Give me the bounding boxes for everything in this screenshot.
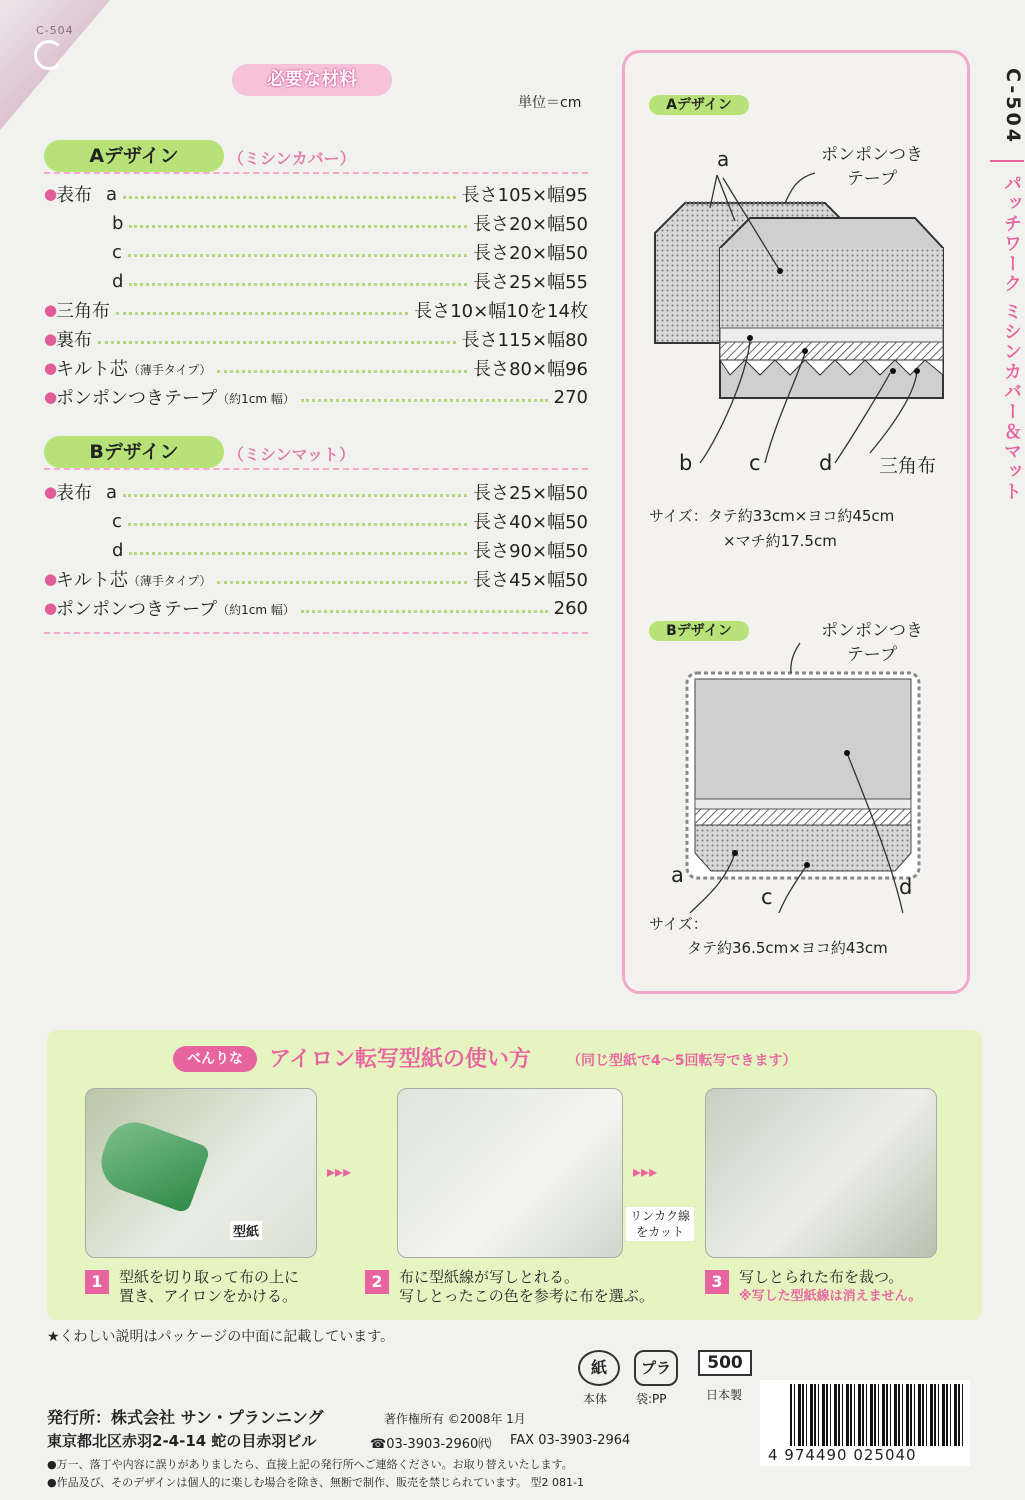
- diagram-a-size: サイズ：タテ約33cm×ヨコ約45cm: [649, 507, 895, 525]
- diagram-b-label: Bデザイン: [649, 621, 749, 641]
- footnote: ★くわしい説明はパッケージの中面に記載しています。: [47, 1329, 395, 1345]
- diagram-a-label: Aデザイン: [649, 95, 749, 115]
- plastic-recycle-label: 袋:PP: [636, 1392, 667, 1406]
- material-row: ● キルト芯 （薄手タイプ） 長さ45×幅50: [44, 570, 588, 591]
- material-row: d 長さ90×幅50: [112, 539, 588, 562]
- diagram-a-label-triangle: 三角布: [879, 455, 937, 477]
- unit-label: 単位＝cm: [518, 95, 582, 111]
- design-a-subtitle: （ミシンカバー）: [228, 149, 356, 168]
- diagram-b-label-c: c: [761, 885, 773, 909]
- paper-recycle-label: 本体: [583, 1392, 608, 1406]
- barcode-number: 4 974490 025040: [768, 1446, 917, 1464]
- material-row: ● ポンポンつきテープ （約1cm 幅） 260: [44, 597, 588, 620]
- arrow-icon: ▸▸▸: [633, 1162, 658, 1181]
- diagram-a-label-c: c: [749, 451, 761, 475]
- photo-step-3-label: リンカク線 をカット: [626, 1207, 694, 1241]
- material-row: c 長さ20×幅50: [112, 241, 588, 264]
- barcode-bars: [790, 1384, 966, 1446]
- barcode: [760, 1380, 970, 1466]
- notice-1: ●万一、落丁や内容に誤りがありましたら、直接上記の発行所へご連絡ください。お取り替えいたします。: [47, 1458, 573, 1471]
- step-2-number: 2: [365, 1270, 389, 1294]
- howto-note: （同じ型紙で4〜5回転写できます）: [567, 1053, 797, 1069]
- paper-recycle-icon: 紙: [578, 1350, 620, 1386]
- howto-panel: [47, 1030, 982, 1320]
- material-row: ● キルト芯 （薄手タイプ） 長さ80×幅96: [44, 359, 588, 380]
- materials-title: 必要な材料: [232, 64, 392, 96]
- publisher-fax: FAX 03-3903-2964: [510, 1433, 631, 1448]
- material-row: b 長さ20×幅50: [112, 212, 588, 235]
- design-a-label: Aデザイン: [44, 140, 224, 172]
- photo-step-3: [630, 1088, 937, 1258]
- photo-step-2: [397, 1088, 623, 1258]
- step-3-text: 写しとられた布を裁つ。 ※写した型紙線は消えません。: [739, 1268, 922, 1304]
- diagram-b-size-dims: タテ約36.5cm×ヨコ約43cm: [687, 939, 888, 957]
- diagram-b-size: サイズ：: [649, 915, 708, 933]
- divider: [44, 468, 588, 470]
- made-in-label: 日本製: [706, 1388, 743, 1402]
- corner-code: C-504: [36, 24, 74, 37]
- diagram-a-label-b: b: [679, 451, 693, 475]
- notice-2: ●作品及び、そのデザインは個人的に楽しむ場合を除き、無断で制作、販売を禁じられています。 型2 081-1: [47, 1476, 585, 1489]
- design-b-subtitle: （ミシンマット）: [228, 445, 355, 464]
- arrow-icon: ▸▸▸: [327, 1162, 352, 1181]
- material-row: c 長さ40×幅50: [112, 510, 588, 533]
- photo-step-1-label: 型紙: [230, 1221, 262, 1240]
- material-row: ● 裏布 長さ115×幅80: [44, 330, 588, 351]
- photo-step-1: [85, 1088, 317, 1258]
- publisher-address: 東京都北区赤羽2-4-14 蛇の目赤羽ビル: [47, 1432, 317, 1450]
- brand-logo-icon: [34, 40, 64, 70]
- price-box: 500: [698, 1350, 752, 1376]
- material-row: ● 表布 a 長さ25×幅50: [44, 481, 588, 504]
- diagram-b-label-d: d: [899, 875, 913, 899]
- howto-title: アイロン転写型紙の使い方: [269, 1047, 532, 1072]
- material-row: ● 三角布 長さ10×幅10を14枚: [44, 301, 588, 322]
- step-3-number: 3: [705, 1270, 729, 1294]
- publisher-name: 発行所：株式会社 サン・プランニング: [47, 1408, 324, 1427]
- material-row: ● ポンポンつきテープ （約1cm 幅） 270: [44, 386, 588, 409]
- step-1-number: 1: [85, 1270, 109, 1294]
- step-1-text: 型紙を切り取って布の上に 置き、アイロンをかける。: [119, 1268, 300, 1305]
- diagram-a-tape-label: ポンポンつき テープ: [821, 145, 923, 189]
- step-2-text: 布に型紙線が写しとれる。 写しとったこの色を参考に布を選ぶ。: [399, 1268, 655, 1305]
- diagram-b-tape-label: ポンポンつき テープ: [821, 621, 923, 665]
- side-code: C-504: [1002, 67, 1024, 145]
- diagram-a-label-a: a: [717, 147, 730, 171]
- side-title: パッチワーク ミシンカバー＆マット: [1001, 173, 1022, 503]
- diagram-a-size-depth: ×マチ約17.5cm: [723, 532, 837, 550]
- copyright: 著作権所有 ©2008年 1月: [384, 1412, 526, 1426]
- divider: [44, 172, 588, 174]
- material-row: ● 表布 a 長さ105×幅95: [44, 183, 588, 206]
- divider: [44, 632, 588, 634]
- plastic-recycle-icon: プラ: [634, 1350, 678, 1386]
- material-row: d 長さ25×幅55: [112, 270, 588, 293]
- publisher-tel: ☎03-3903-2960㈹: [370, 1437, 492, 1452]
- diagram-b-label-a: a: [671, 863, 684, 887]
- design-b-label: Bデザイン: [44, 436, 224, 468]
- side-divider: [990, 160, 1024, 162]
- diagram-a-label-d: d: [819, 451, 833, 475]
- iron-icon: [93, 1114, 211, 1214]
- howto-badge: べんりな: [173, 1046, 257, 1072]
- diagram-panel: [622, 50, 970, 994]
- diagram-a-illustration: [625, 53, 967, 613]
